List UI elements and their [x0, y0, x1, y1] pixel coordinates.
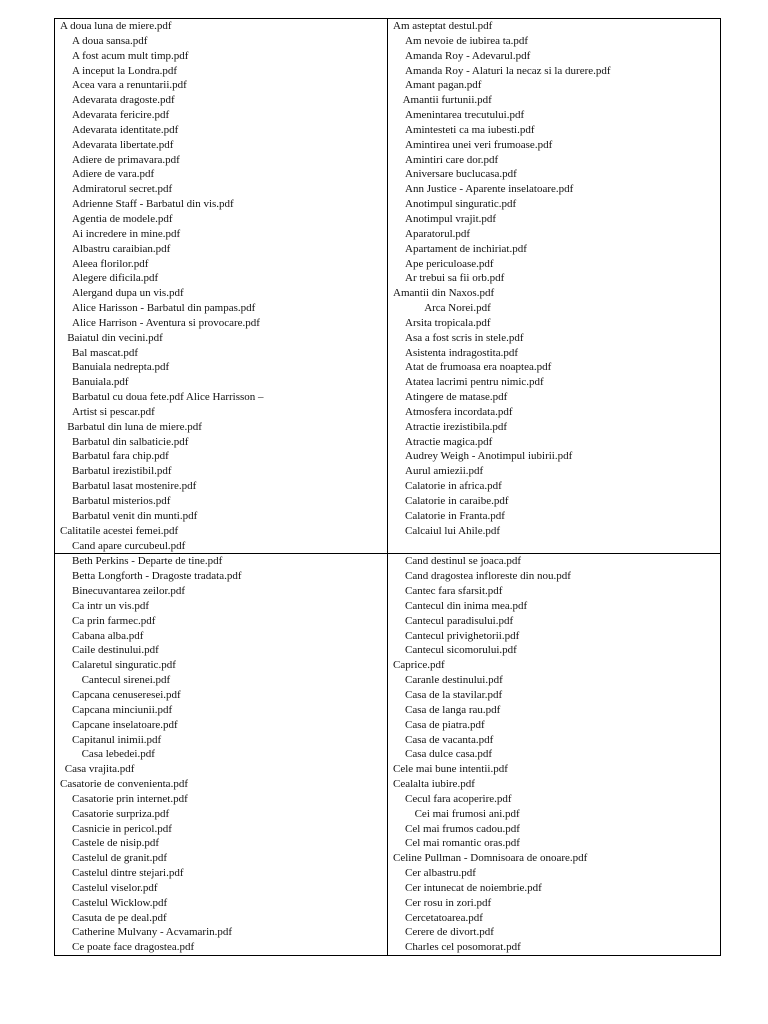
list-item: Beth Perkins - Departe de tine.pdf	[72, 555, 223, 568]
list-item: Banuiala nedrepta.pdf	[72, 361, 170, 374]
list-item: Casatorie prin internet.pdf	[72, 792, 188, 805]
list-item: Alice Harisson - Barbatul din pampas.pdf	[72, 302, 256, 315]
list-item: Cabana alba.pdf	[72, 629, 144, 642]
list-item: Amintesteti ca ma iubesti.pdf	[405, 123, 535, 136]
table-row	[55, 19, 721, 554]
list-item: Adevarata dragoste.pdf	[72, 94, 175, 107]
list-item: Capcane inselatoare.pdf	[72, 718, 178, 731]
list-item: Calcaiul lui Ahile.pdf	[405, 524, 501, 537]
list-item: Casatorie de convenienta.pdf	[60, 778, 188, 791]
list-item: Casnicie in pericol.pdf	[72, 822, 172, 835]
list-item: Castelul Wicklow.pdf	[72, 896, 168, 909]
list-item: Caprice.pdf	[393, 659, 445, 672]
list-item: Calatorie in caraibe.pdf	[405, 495, 509, 507]
list-item: Cand destinul se joaca.pdf	[405, 555, 522, 568]
list-item: Casuta de pe deal.pdf	[72, 911, 167, 924]
list-item: Cercetatoarea.pdf	[405, 911, 483, 924]
list-item: Alegere dificila.pdf	[72, 272, 159, 285]
list-item: Cantecul din inima mea.pdf	[405, 599, 528, 612]
list-item: Casa de la stavilar.pdf	[405, 688, 503, 701]
list-item: Atractie magica.pdf	[405, 435, 493, 448]
list-item: Atractie irezistibila.pdf	[405, 420, 508, 433]
list-item: Casa dulce casa.pdf	[405, 748, 493, 761]
list-item: Casa de piatra.pdf	[405, 718, 485, 731]
list-item: Admiratorul secret.pdf	[72, 183, 173, 196]
list-item: Binecuvantarea zeilor.pdf	[72, 585, 186, 598]
list-item: Barbatul din salbaticie.pdf	[72, 435, 189, 448]
list-item: Apartament de inchiriat.pdf	[405, 242, 527, 255]
table-cell-top-right	[388, 19, 721, 554]
list-item: Baiatul din vecini.pdf	[67, 331, 163, 344]
table-row	[55, 554, 721, 956]
list-item: Catherine Mulvany - Acvamarin.pdf	[72, 926, 233, 939]
list-item: Cantecul sicomorului.pdf	[405, 644, 517, 657]
list-item: Capcana minciunii.pdf	[72, 703, 173, 716]
list-item: Amantii furtunii.pdf	[402, 94, 492, 107]
list-item: Adrienne Staff - Barbatul din vis.pdf	[72, 198, 234, 211]
list-item: Cantecul paradisului.pdf	[405, 614, 514, 627]
list-item: Calaretul singuratic.pdf	[72, 659, 176, 672]
document-table	[54, 18, 721, 956]
list-item: Casa lebedei.pdf	[81, 748, 155, 761]
list-item: Audrey Weigh - Anotimpul iubirii.pdf	[405, 450, 573, 463]
list-item: Amantii din Naxos.pdf	[393, 287, 495, 300]
list-item: Castelul dintre stejari.pdf	[72, 867, 184, 880]
list-item: Ape periculoase.pdf	[405, 257, 494, 270]
list-item: Calatorie in Franta.pdf	[405, 509, 505, 522]
list-item: Alergand dupa un vis.pdf	[72, 287, 184, 300]
list-item: Ar trebui sa fii orb.pdf	[405, 272, 505, 285]
list-item: Casatorie surpriza.pdf	[72, 807, 170, 820]
list-item: Cerere de divort.pdf	[405, 926, 494, 939]
list-item: Barbatul cu doua fete.pdf Alice Harrisson –	[72, 391, 264, 404]
table-cell-top-left	[55, 19, 388, 554]
list-item: Casa de langa rau.pdf	[405, 703, 501, 716]
list-item: Asistenta indragostita.pdf	[405, 346, 519, 359]
list-item: Atat de frumoasa era noaptea.pdf	[405, 361, 552, 374]
list-item: Cantec fara sfarsit.pdf	[405, 585, 503, 598]
list-item: Cantecul sirenei.pdf	[81, 674, 171, 687]
list-item: Atingere de matase.pdf	[405, 391, 508, 404]
list-item: Atatea lacrimi pentru nimic.pdf	[405, 376, 544, 389]
list-item: Adiere de vara.pdf	[72, 168, 155, 181]
list-item: Casa vrajita.pdf	[64, 763, 135, 776]
list-item: Caranle destinului.pdf	[405, 674, 503, 687]
list-item: Castelul viselor.pdf	[72, 881, 158, 894]
list-item: Ann Justice - Aparente inselatoare.pdf	[405, 183, 574, 196]
list-item: Charles cel posomorat.pdf	[405, 941, 521, 954]
list-item: Aurul amiezii.pdf	[405, 465, 484, 478]
list-item: Albastru caraibian.pdf	[72, 242, 171, 255]
list-item: Barbatul misterios.pdf	[72, 495, 171, 507]
list-item: Barbatul din luna de miere.pdf	[67, 420, 202, 433]
table-cell-bottom-right	[388, 554, 721, 956]
list-item: Ce poate face dragostea.pdf	[72, 941, 195, 954]
list-item: Arsita tropicala.pdf	[405, 316, 491, 329]
list-item: Ca prin farmec.pdf	[72, 614, 156, 627]
list-item: Artist si pescar.pdf	[72, 405, 155, 418]
list-item: Cand dragostea infloreste din nou.pdf	[405, 570, 571, 583]
cell-list	[55, 19, 387, 553]
list-item: Cel mai romantic oras.pdf	[405, 837, 520, 850]
list-item: A doua luna de miere.pdf	[60, 20, 172, 32]
list-item: Cealalta iubire.pdf	[393, 778, 475, 791]
list-item: Banuiala.pdf	[72, 376, 129, 389]
list-item: Aparatorul.pdf	[405, 227, 471, 240]
list-item: Adevarata identitate.pdf	[72, 123, 179, 136]
list-item: A fost acum mult timp.pdf	[72, 49, 189, 62]
list-item: Adiere de primavara.pdf	[72, 153, 180, 166]
list-item: A doua sansa.pdf	[72, 34, 148, 47]
list-item: Amanda Roy - Adevarul.pdf	[405, 49, 531, 62]
list-item: Barbatul fara chip.pdf	[72, 450, 169, 463]
list-item: Cer rosu in zori.pdf	[405, 896, 492, 909]
list-item: Anotimpul singuratic.pdf	[405, 198, 517, 211]
list-item: Castele de nisip.pdf	[72, 837, 160, 850]
list-item: Asa a fost scris in stele.pdf	[405, 331, 524, 344]
list-item: Betta Longforth - Dragoste tradata.pdf	[72, 570, 242, 583]
list-item: Barbatul lasat mostenire.pdf	[72, 480, 197, 493]
list-item: Alice Harrison - Aventura si provocare.pdf	[72, 316, 260, 329]
list-item: Acea vara a renuntarii.pdf	[72, 79, 187, 92]
list-item: Cel mai frumos cadou.pdf	[405, 822, 520, 835]
list-item: Bal mascat.pdf	[72, 346, 138, 359]
list-item: Anotimpul vrajit.pdf	[405, 212, 497, 225]
list-item: Amintiri care dor.pdf	[405, 153, 499, 166]
list-item: Aleea florilor.pdf	[72, 257, 149, 270]
cell-list	[388, 19, 720, 539]
list-item: Cecul fara acoperire.pdf	[405, 792, 512, 805]
list-item: Cer albastru.pdf	[405, 867, 476, 880]
list-item: Amanda Roy - Alaturi la necaz si la durere.pdf	[405, 64, 611, 77]
list-item: Caile destinului.pdf	[72, 644, 159, 657]
list-item: Ai incredere in mine.pdf	[72, 227, 181, 240]
list-item: Celine Pullman - Domnisoara de onoare.pdf	[393, 852, 588, 865]
list-item: Cele mai bune intentii.pdf	[393, 763, 508, 776]
list-item: Adevarata fericire.pdf	[72, 109, 170, 122]
list-item: Cei mai frumosi ani.pdf	[414, 807, 520, 820]
list-item: Barbatul irezistibil.pdf	[72, 465, 172, 478]
list-item: Aniversare buclucasa.pdf	[405, 168, 517, 181]
list-item: Cand apare curcubeul.pdf	[72, 539, 186, 552]
list-item: A inceput la Londra.pdf	[72, 64, 178, 77]
list-item: Ca intr un vis.pdf	[72, 599, 149, 612]
list-item: Barbatul venit din munti.pdf	[72, 509, 198, 522]
list-item: Atmosfera incordata.pdf	[405, 405, 513, 418]
list-item: Amenintarea trecutului.pdf	[405, 109, 525, 122]
list-item: Amintirea unei veri frumoase.pdf	[405, 138, 553, 151]
list-item: Castelul de granit.pdf	[72, 852, 168, 865]
list-item: Calatorie in africa.pdf	[405, 480, 502, 493]
list-item: Am nevoie de iubirea ta.pdf	[405, 34, 529, 47]
list-item: Cer intunecat de noiembrie.pdf	[405, 881, 542, 894]
list-item: Capcana cenuseresei.pdf	[72, 688, 181, 701]
list-item: Agentia de modele.pdf	[72, 212, 173, 225]
cell-list	[55, 554, 387, 955]
table-cell-bottom-left	[55, 554, 388, 956]
list-item: Calitatile acestei femei.pdf	[60, 524, 179, 537]
list-item: Arca Norei.pdf	[424, 302, 491, 315]
list-item: Amant pagan.pdf	[405, 79, 482, 92]
cell-list	[388, 554, 720, 955]
list-item: Casa de vacanta.pdf	[405, 733, 494, 746]
list-item: Am asteptat destul.pdf	[393, 20, 493, 32]
list-item: Adevarata libertate.pdf	[72, 138, 174, 151]
list-item: Capitanul inimii.pdf	[72, 733, 162, 746]
list-item: Cantecul privighetorii.pdf	[405, 629, 520, 642]
